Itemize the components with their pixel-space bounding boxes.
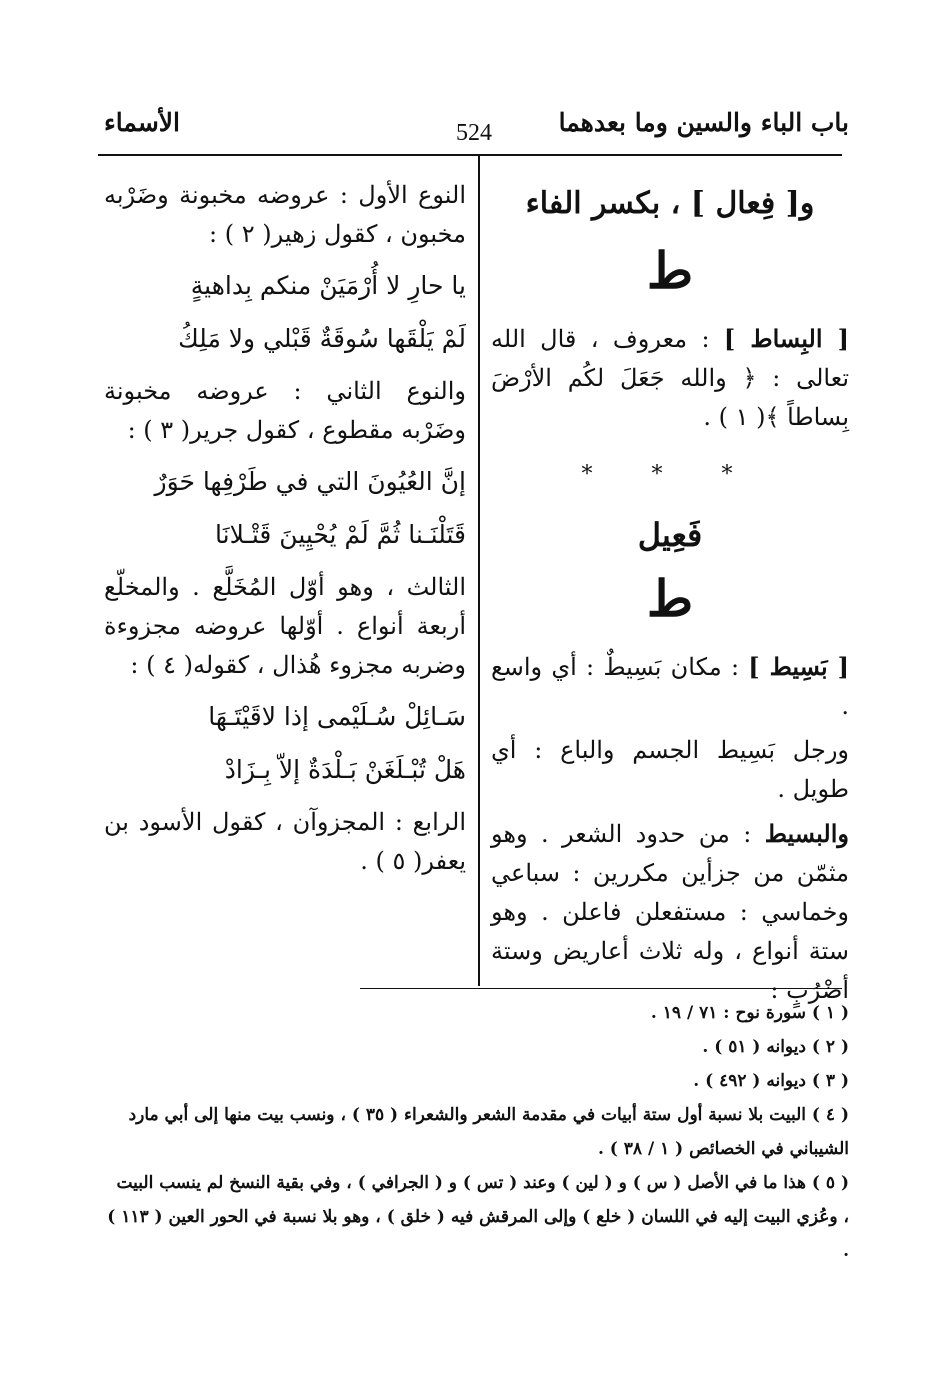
header-rule <box>98 154 842 156</box>
verse-line: يا حارِ لا أُرْمَيَنْ منكم بِداهيةٍ <box>190 271 466 300</box>
footnote: ( ٢ ) ديوانه ( ٥١ ) . <box>702 1037 849 1057</box>
entry-bisat <box>491 319 849 437</box>
paragraph: الثالث ، وهو أوّل المُخَلَّع . والمخلّع أربعة أنواع . أوّلها عروضه مجزوءة وضربه مجزوء هُذال ، كقوله( ٤ ) : <box>104 573 466 679</box>
entry-basit <box>491 647 849 726</box>
column-divider <box>478 156 480 986</box>
entry-headword: [ بَسِيط ] <box>748 652 849 681</box>
entry-text: : مكان بَسِيطٌ : أي واسع . <box>491 653 849 720</box>
footnote: ( ٥ ) هذا ما في الأصل ( س ) و ( لين ) وعند ( تس ) و ( الجرافي ) ، وفي بقية النسخ لم ينسب البيت ، وعُزي البيت إليه في اللسان ( خلع ) وإلى المرقش فيه ( خلق ) ، وهو بلا نسبة في الحور العين ( ١١٣ ) . <box>107 1173 849 1261</box>
footnotes <box>107 996 849 1268</box>
entry-text: : من حدود الشعر . وهو مثمّن من جزأين مكررين : سباعي وخماسي : مستفعلن فاعلن . وهو ستة أنواع ، وله ثلاث أعاريض وستة أضْرُبٍ : <box>491 820 849 1004</box>
section-separator: * * * <box>581 462 759 487</box>
verse-line: إنَّ العُيُونَ التي في طَرْفِها حَوَرٌ <box>154 467 466 496</box>
section-title: و[ فِعال ] ، بكسر الفاء <box>525 186 815 221</box>
entry-headword: والبسيط <box>764 819 849 848</box>
verse-line: لَمْ يَلْقَها سُوقَةٌ قَبْلي ولا مَلِكُ <box>178 324 466 353</box>
page-number: 524 <box>456 120 492 146</box>
letter-marker: ط <box>646 241 694 300</box>
footnote: ( ١ ) سورة نوح : ٧١ / ١٩ . <box>650 1003 849 1023</box>
paragraph: والنوع الثاني : عروضه مخبونة وضَرْبه مقطوع ، كقول جرير( ٣ ) : <box>104 377 466 444</box>
entry-line: ورجل بَسِيط الجسم والباع : أي طويل . <box>491 736 849 803</box>
verse-line: قَتَلْنَـنا ثُمَّ لَمْ يُحْيِينَ قَتْـلانَا <box>215 520 466 549</box>
running-header-section: الأسماء <box>104 108 180 137</box>
running-header-chapter: باب الباء والسين وما بعدهما <box>558 108 849 137</box>
pattern-heading: فَعِيل <box>637 516 703 554</box>
entry-text: : معروف ، قال الله تعالى : ﴿ والله جَعَلَ لكُم الأرْضَ بِساطاً ﴾( ١ ) . <box>491 325 849 431</box>
footnote: ( ٣ ) ديوانه ( ٤٩٢ ) . <box>693 1071 849 1091</box>
paragraph: الرابع : المجزوآن ، كقول الأسود بن يعفر( ٥ ) . <box>104 808 466 875</box>
paragraph: النوع الأول : عروضه مخبونة وضَرْبه مخبون ، كقول زهير( ٢ ) : <box>104 181 466 248</box>
right-column <box>491 176 849 1015</box>
entry-albasit <box>491 814 849 1010</box>
footnote: ( ٤ ) البيت بلا نسبة أول ستة أبيات في مقدمة الشعر والشعراء ( ٣٥ ) ، ونسب بيت منها إلى أبي مارد الشيباني في الخصائص ( ١ / ٣٨ ) . <box>128 1105 849 1159</box>
left-column <box>104 176 466 886</box>
verse-line: سَـائِلْ سُـلَيْمى إذا لاقَيْتَـهَا <box>208 702 466 731</box>
verse-line: هَلْ تُبْـلَغَنْ بَـلْدَةٌ إلاّ بِـزَادْ <box>224 755 466 784</box>
footnote-rule <box>360 988 842 989</box>
letter-marker: ط <box>646 569 694 628</box>
entry-headword: [ البِساط ] <box>723 324 849 353</box>
